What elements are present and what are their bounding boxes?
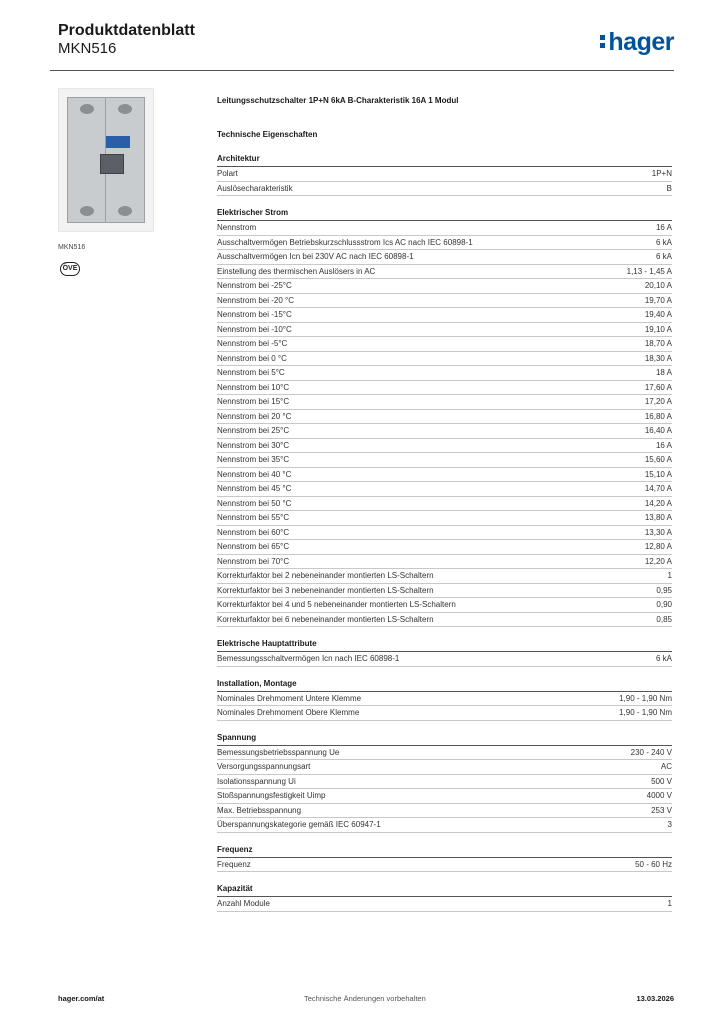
spec-group — [217, 884, 672, 912]
spec-value: 13,30 A — [644, 527, 672, 537]
spec-label: Max. Betriebsspannung — [217, 805, 302, 815]
spec-group-title: Spannung — [217, 733, 672, 746]
header-divider — [50, 70, 674, 71]
spec-label: Versorgungsspannungsart — [217, 762, 311, 771]
spec-label: Nennstrom bei 25°C — [217, 426, 290, 435]
spec-row — [217, 613, 672, 628]
spec-value: 15,60 A — [644, 455, 672, 464]
spec-label: Nennstrom bei 10°C — [217, 382, 290, 392]
spec-value: AC — [660, 762, 672, 771]
spec-label: Bemessungsschaltvermögen Icn nach IEC 60898-1 — [217, 654, 400, 663]
spec-group — [217, 679, 672, 721]
spec-value: 4000 V — [646, 791, 672, 800]
spec-label: Nennstrom bei 45 °C — [217, 484, 292, 493]
spec-label: Nominales Drehmoment Untere Klemme — [217, 693, 362, 703]
spec-label: Nennstrom bei -10°C — [217, 324, 292, 334]
spec-value: 500 V — [651, 776, 672, 786]
spec-label: Isolationsspannung Ui — [217, 776, 296, 786]
spec-value: 3 — [667, 820, 672, 829]
product-image — [58, 88, 154, 232]
spec-row — [217, 746, 672, 761]
spec-row — [217, 167, 672, 182]
logo-text: hager — [608, 28, 674, 56]
spec-label: Korrekturfaktor bei 6 nebeneinander montierten LS-Schaltern — [217, 614, 434, 624]
spec-row — [217, 804, 672, 819]
spec-row — [217, 789, 672, 804]
spec-value: 12,80 A — [644, 542, 672, 551]
spec-value: 230 - 240 V — [630, 747, 672, 757]
spec-label: Nennstrom bei 60°C — [217, 527, 290, 537]
spec-value: 253 V — [651, 805, 672, 815]
spec-group-title: Kapazität — [217, 884, 672, 897]
spec-content — [217, 96, 672, 912]
spec-row — [217, 221, 672, 236]
spec-row — [217, 265, 672, 280]
spec-label: Überspannungskategorie gemäß IEC 60947-1 — [217, 820, 381, 829]
spec-row — [217, 410, 672, 425]
spec-row — [217, 555, 672, 570]
spec-group — [217, 845, 672, 873]
footer-website: hager.com/at — [58, 994, 105, 1003]
footer-notice: Technische Änderungen vorbehalten — [304, 994, 426, 1003]
spec-value: 0,95 — [656, 585, 672, 595]
section-heading: Technische Eigenschaften — [217, 130, 318, 139]
spec-value: 6 kA — [655, 654, 672, 663]
spec-label: Nennstrom bei -15°C — [217, 310, 292, 319]
spec-row — [217, 775, 672, 790]
spec-row — [217, 352, 672, 367]
spec-value: 1,90 - 1,90 Nm — [619, 708, 672, 717]
spec-label: Nennstrom bei -5°C — [217, 339, 288, 348]
spec-row — [217, 569, 672, 584]
spec-row — [217, 366, 672, 381]
spec-label: Nennstrom bei 55°C — [217, 513, 290, 522]
spec-label: Nennstrom bei 0 °C — [217, 353, 287, 363]
document-title: Produktdatenblatt — [58, 22, 195, 39]
spec-value: 16 A — [655, 440, 672, 450]
document-subtitle: MKN516 — [58, 40, 117, 57]
spec-row — [217, 526, 672, 541]
ove-certification-icon: ÖVE — [60, 262, 80, 276]
spec-value: 1,90 - 1,90 Nm — [619, 693, 672, 703]
spec-value: 18 A — [655, 368, 672, 377]
spec-label: Nennstrom — [217, 223, 257, 232]
spec-label: Nennstrom bei 15°C — [217, 397, 290, 406]
spec-value: 1,13 - 1,45 A — [626, 266, 672, 276]
spec-row — [217, 540, 672, 555]
spec-row — [217, 236, 672, 251]
spec-label: Nennstrom bei 50 °C — [217, 498, 292, 508]
spec-group — [217, 154, 672, 196]
spec-value: 1 — [667, 571, 672, 580]
page-header — [58, 22, 674, 66]
hager-logo — [600, 28, 674, 57]
page-footer — [58, 994, 674, 1008]
spec-label: Nominales Drehmoment Obere Klemme — [217, 708, 360, 717]
spec-value: 16,40 A — [644, 426, 672, 435]
spec-group-title: Elektrischer Strom — [217, 208, 672, 221]
spec-value: 15,10 A — [644, 469, 672, 479]
spec-value: 19,40 A — [644, 310, 672, 319]
spec-row — [217, 439, 672, 454]
spec-row — [217, 468, 672, 483]
spec-label: Nennstrom bei 40 °C — [217, 469, 292, 479]
spec-row — [217, 692, 672, 707]
logo-colon-icon — [600, 33, 606, 49]
spec-label: Anzahl Module — [217, 899, 270, 908]
spec-group-title: Frequenz — [217, 845, 672, 858]
spec-row — [217, 482, 672, 497]
spec-value: 18,70 A — [644, 339, 672, 348]
spec-row — [217, 497, 672, 512]
spec-row — [217, 511, 672, 526]
spec-label: Nennstrom bei 5°C — [217, 368, 285, 377]
spec-row — [217, 395, 672, 410]
spec-row — [217, 858, 672, 873]
spec-value: 18,30 A — [644, 353, 672, 363]
spec-value: 0,85 — [656, 614, 672, 624]
spec-value: 13,80 A — [644, 513, 672, 522]
spec-label: Nennstrom bei 35°C — [217, 455, 290, 464]
spec-label: Einstellung des thermischen Auslösers in AC — [217, 266, 376, 276]
spec-value: 14,70 A — [644, 484, 672, 493]
product-description: Leitungsschutzschalter 1P+N 6kA B-Charakteristik 16A 1 Modul — [217, 96, 459, 105]
spec-label: Frequenz — [217, 859, 251, 869]
spec-row — [217, 706, 672, 721]
spec-label: Nennstrom bei -20 °C — [217, 295, 295, 305]
spec-label: Korrekturfaktor bei 4 und 5 nebeneinander montierten LS-Schaltern — [217, 600, 456, 609]
spec-row — [217, 381, 672, 396]
spec-value: B — [666, 183, 672, 193]
spec-label: Auslösecharakteristik — [217, 183, 293, 193]
spec-row — [217, 294, 672, 309]
spec-row — [217, 453, 672, 468]
spec-label: Nennstrom bei 30°C — [217, 440, 290, 450]
spec-group — [217, 733, 672, 833]
spec-row — [217, 818, 672, 833]
spec-value: 14,20 A — [644, 498, 672, 508]
spec-row — [217, 760, 672, 775]
circuit-breaker-icon — [67, 97, 145, 223]
spec-row — [217, 250, 672, 265]
spec-label: Nennstrom bei 20 °C — [217, 411, 292, 421]
spec-label: Ausschaltvermögen Betriebskurzschlussstrom Ics AC nach IEC 60898-1 — [217, 237, 473, 247]
spec-value: 17,20 A — [644, 397, 672, 406]
spec-value: 12,20 A — [644, 556, 672, 566]
spec-value: 20,10 A — [644, 281, 672, 290]
spec-value: 6 kA — [655, 252, 672, 261]
spec-groups — [217, 154, 672, 912]
spec-label: Nennstrom bei 65°C — [217, 542, 290, 551]
spec-value: 1P+N — [651, 169, 672, 178]
spec-group — [217, 208, 672, 627]
spec-label: Stoßspannungsfestigkeit Uimp — [217, 791, 326, 800]
spec-row — [217, 308, 672, 323]
spec-label: Nennstrom bei 70°C — [217, 556, 290, 566]
spec-row — [217, 337, 672, 352]
spec-group-title: Elektrische Hauptattribute — [217, 639, 672, 652]
product-image-caption: MKN516 — [58, 244, 86, 251]
spec-row — [217, 424, 672, 439]
spec-value: 19,10 A — [644, 324, 672, 334]
spec-label: Ausschaltvermögen Icn bei 230V AC nach IEC 60898-1 — [217, 252, 414, 261]
spec-group-title: Installation, Montage — [217, 679, 672, 692]
footer-date: 13.03.2026 — [636, 994, 674, 1003]
spec-row — [217, 584, 672, 599]
spec-value: 1 — [667, 899, 672, 908]
spec-row — [217, 897, 672, 912]
spec-row — [217, 652, 672, 667]
spec-label: Polart — [217, 169, 238, 178]
spec-row — [217, 598, 672, 613]
spec-label: Korrekturfaktor bei 2 nebeneinander montierten LS-Schaltern — [217, 571, 434, 580]
spec-value: 19,70 A — [644, 295, 672, 305]
spec-group — [217, 639, 672, 667]
spec-value: 16 A — [655, 223, 672, 232]
spec-row — [217, 279, 672, 294]
spec-label: Korrekturfaktor bei 3 nebeneinander montierten LS-Schaltern — [217, 585, 434, 595]
spec-group-title: Architektur — [217, 154, 672, 167]
spec-label: Bemessungsbetriebsspannung Ue — [217, 747, 340, 757]
spec-value: 16,80 A — [644, 411, 672, 421]
spec-value: 50 - 60 Hz — [635, 859, 672, 869]
spec-value: 6 kA — [655, 237, 672, 247]
spec-label: Nennstrom bei -25°C — [217, 281, 292, 290]
spec-row — [217, 323, 672, 338]
spec-value: 0,90 — [656, 600, 672, 609]
spec-value: 17,60 A — [644, 382, 672, 392]
spec-row — [217, 182, 672, 197]
